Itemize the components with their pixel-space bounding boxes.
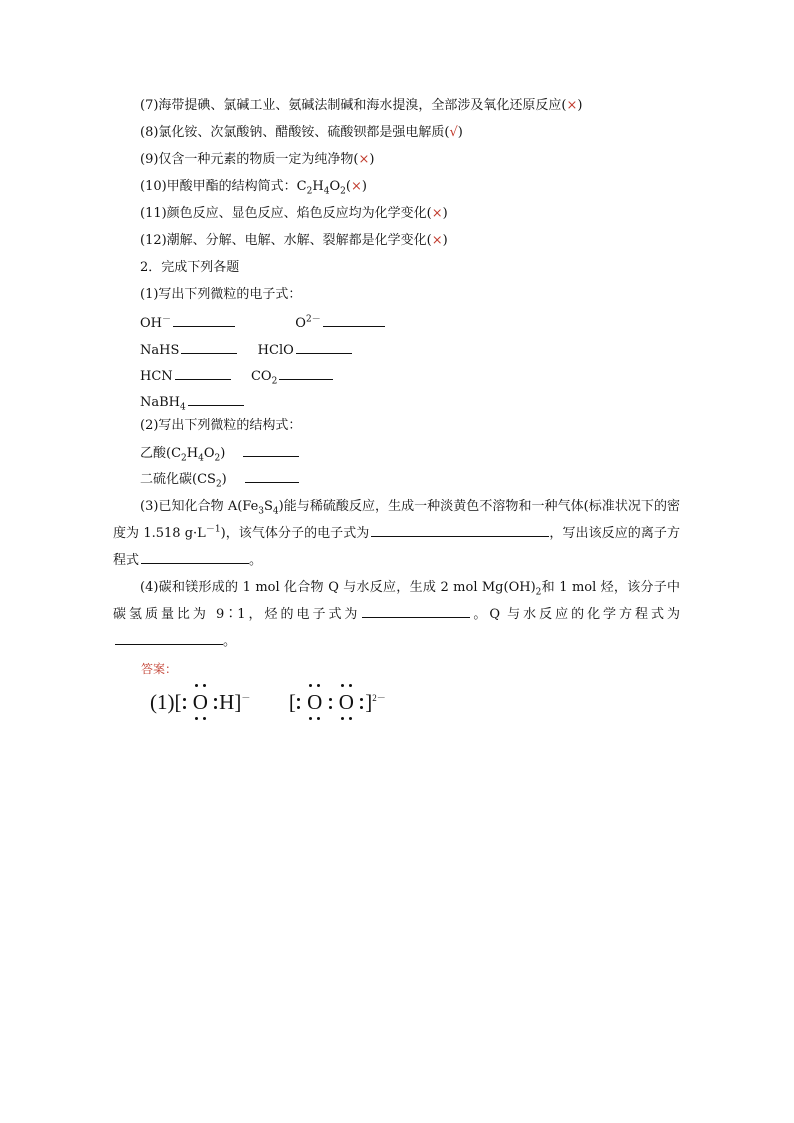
lone-pair (359, 694, 365, 714)
cross-mark: × (431, 206, 443, 221)
answer-lewis-structures: (1)[ O H]－ [ O O ]$^{2-}$ (150, 690, 386, 715)
bracket-open: [ (174, 690, 182, 714)
question-4: (4)碳和镁形成的 1 mol 化合物 Q 与水反应，生成 2 mol $Mg(OH)_2$和 1 mol 烃，该分子中碳氢质量比为 9∶1，烃的电子式为 。Q 与水反应的化学方程式为。 (113, 580, 680, 649)
lone-pair (296, 694, 302, 714)
cross-mark: × (431, 233, 443, 248)
species-row-4: NaBH$_4$ (140, 392, 244, 412)
answer-blank[interactable] (371, 523, 549, 537)
answer-blank[interactable] (245, 469, 299, 483)
bracket-open: [ (288, 690, 296, 714)
cs2-row: 二硫化碳$(CS_2)$ (140, 469, 299, 489)
answer-blank[interactable] (115, 631, 223, 645)
acetic-acid-row: 乙酸$(C_2H_4O_2)$ (140, 443, 299, 463)
answer-blank[interactable] (296, 340, 352, 354)
oxygen-atom: O (193, 690, 208, 715)
bond-pair (213, 694, 219, 714)
species-row-3: HCN $CO_2$ (140, 366, 333, 386)
hydrogen-atom: H (219, 690, 235, 714)
lone-pair (182, 694, 188, 714)
answer-blank[interactable] (362, 604, 470, 618)
bracket-close: ] (365, 690, 373, 714)
answer-blank[interactable] (173, 313, 235, 327)
question-2-2: (2)写出下列微粒的结构式： (140, 418, 302, 433)
item-10: (10)甲酸甲酯的结构简式：$C_2H_4O_2(\times)$ (140, 179, 367, 197)
cross-mark: × (566, 98, 578, 113)
answer-blank[interactable] (188, 392, 244, 406)
question-2-1: (1)写出下列微粒的电子式： (140, 287, 302, 302)
bond-pair (328, 694, 334, 714)
item-9: (9)仅含一种元素的物质一定为纯净物(×) (140, 152, 375, 167)
item-7: (7)海带提碘、氯碱工业、氨碱法制碱和海水提溴，全部涉及氧化还原反应(×) (140, 98, 583, 113)
answer-label: 答案： (141, 662, 178, 676)
question-3: (3)已知化合物 $A(Fe_3S_4)$能与稀硫酸反应，生成一种淡黄色不溶物和一种气体(标准状况下的密度为 1.518 $g\cdot L^{-1}$)，该气体分子的电子式为 ，写出该反应的离子方程式 。 (113, 499, 680, 568)
oxygen-atom: O (307, 690, 322, 715)
item-11: (11)颜色反应、显色反应、焰色反应均为化学变化(×) (140, 206, 448, 221)
check-mark: √ (449, 125, 458, 140)
species-row-1: OH－ $O^{2-}$ (140, 313, 385, 333)
item-8: (8)氯化铵、次氯酸钠、醋酸铵、硫酸钡都是强电解质(√) (140, 125, 463, 140)
bracket-close: ] (234, 690, 242, 714)
answer-blank[interactable] (243, 443, 299, 457)
answer-blank[interactable] (141, 550, 249, 564)
cross-mark: × (358, 152, 370, 167)
answer-blank[interactable] (181, 340, 237, 354)
answer-blank[interactable] (323, 313, 385, 327)
cross-mark: × (350, 179, 362, 194)
answer-blank[interactable] (279, 366, 333, 380)
item-12: (12)潮解、分解、电解、水解、裂解都是化学变化(×) (140, 233, 448, 248)
answer-blank[interactable] (175, 366, 231, 380)
species-row-2: NaHS HClO (140, 340, 352, 360)
question-2-title: 2．完成下列各题 (140, 260, 240, 275)
oxygen-atom: O (339, 690, 354, 715)
